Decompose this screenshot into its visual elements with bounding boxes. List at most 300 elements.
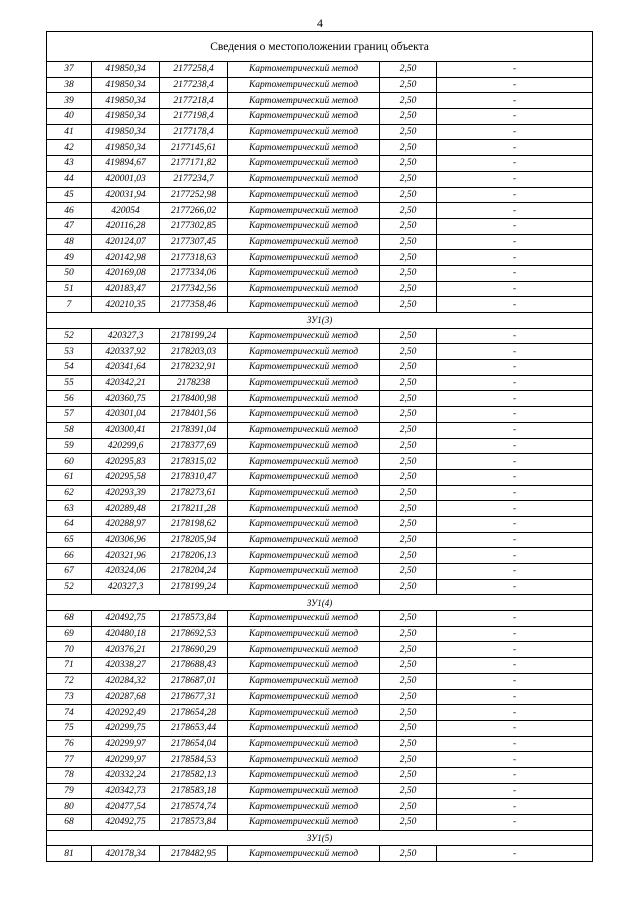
point-number-cell: 45 <box>47 187 92 203</box>
method-cell: Картометрический метод <box>228 454 380 470</box>
accuracy-cell: 2,50 <box>380 799 437 815</box>
description-cell: - <box>437 783 593 799</box>
y-coordinate-cell: 2178206,13 <box>160 548 228 564</box>
description-cell: - <box>437 752 593 768</box>
description-cell: - <box>437 720 593 736</box>
accuracy-cell: 2,50 <box>380 391 437 407</box>
accuracy-cell: 2,50 <box>380 156 437 172</box>
point-number-cell: 42 <box>47 140 92 156</box>
description-cell: - <box>437 203 593 219</box>
accuracy-cell: 2,50 <box>380 124 437 140</box>
accuracy-cell: 2,50 <box>380 532 437 548</box>
table-row <box>47 642 593 658</box>
x-coordinate-cell: 420287,68 <box>92 689 160 705</box>
x-coordinate-cell: 419850,34 <box>92 109 160 125</box>
description-cell: - <box>437 62 593 78</box>
description-cell: - <box>437 611 593 627</box>
x-coordinate-cell: 420054 <box>92 203 160 219</box>
x-coordinate-cell: 420301,04 <box>92 407 160 423</box>
description-cell: - <box>437 454 593 470</box>
y-coordinate-cell: 2177234,7 <box>160 171 228 187</box>
method-cell: Картометрический метод <box>228 297 380 313</box>
x-coordinate-cell: 420178,34 <box>92 846 160 862</box>
accuracy-cell: 2,50 <box>380 642 437 658</box>
method-cell: Картометрический метод <box>228 548 380 564</box>
method-cell: Картометрический метод <box>228 705 380 721</box>
x-coordinate-cell: 420169,08 <box>92 265 160 281</box>
method-cell: Картометрический метод <box>228 407 380 423</box>
description-cell: - <box>437 736 593 752</box>
x-coordinate-cell: 420477,54 <box>92 799 160 815</box>
table-row <box>47 673 593 689</box>
method-cell: Картометрический метод <box>228 124 380 140</box>
x-coordinate-cell: 420376,21 <box>92 642 160 658</box>
point-number-cell: 53 <box>47 344 92 360</box>
x-coordinate-cell: 420001,03 <box>92 171 160 187</box>
point-number-cell: 76 <box>47 736 92 752</box>
point-number-cell: 68 <box>47 815 92 831</box>
table-row <box>47 469 593 485</box>
x-coordinate-cell: 420321,96 <box>92 548 160 564</box>
point-number-cell: 39 <box>47 93 92 109</box>
accuracy-cell: 2,50 <box>380 422 437 438</box>
description-cell: - <box>437 501 593 517</box>
section-label: ЗУ1(3) <box>47 313 593 329</box>
point-number-cell: 74 <box>47 705 92 721</box>
accuracy-cell: 2,50 <box>380 516 437 532</box>
description-cell: - <box>437 485 593 501</box>
method-cell: Картометрический метод <box>228 783 380 799</box>
table-row <box>47 218 593 234</box>
method-cell: Картометрический метод <box>228 720 380 736</box>
description-cell: - <box>437 187 593 203</box>
accuracy-cell: 2,50 <box>380 171 437 187</box>
table-row <box>47 516 593 532</box>
x-coordinate-cell: 420210,35 <box>92 297 160 313</box>
accuracy-cell: 2,50 <box>380 234 437 250</box>
description-cell: - <box>437 297 593 313</box>
accuracy-cell: 2,50 <box>380 658 437 674</box>
method-cell: Картометрический метод <box>228 469 380 485</box>
accuracy-cell: 2,50 <box>380 297 437 313</box>
table-row <box>47 485 593 501</box>
y-coordinate-cell: 2178204,24 <box>160 564 228 580</box>
method-cell: Картометрический метод <box>228 140 380 156</box>
method-cell: Картометрический метод <box>228 203 380 219</box>
method-cell: Картометрический метод <box>228 532 380 548</box>
method-cell: Картометрический метод <box>228 250 380 266</box>
y-coordinate-cell: 2178654,28 <box>160 705 228 721</box>
y-coordinate-cell: 2178653,44 <box>160 720 228 736</box>
section-label: ЗУ1(4) <box>47 595 593 611</box>
method-cell: Картометрический метод <box>228 799 380 815</box>
x-coordinate-cell: 420295,58 <box>92 469 160 485</box>
table-row <box>47 736 593 752</box>
description-cell: - <box>437 281 593 297</box>
accuracy-cell: 2,50 <box>380 109 437 125</box>
point-number-cell: 67 <box>47 564 92 580</box>
method-cell: Картометрический метод <box>228 579 380 595</box>
description-cell: - <box>437 846 593 862</box>
table-row <box>47 62 593 78</box>
y-coordinate-cell: 2178310,47 <box>160 469 228 485</box>
point-number-cell: 70 <box>47 642 92 658</box>
description-cell: - <box>437 140 593 156</box>
table-row <box>47 109 593 125</box>
point-number-cell: 55 <box>47 375 92 391</box>
accuracy-cell: 2,50 <box>380 548 437 564</box>
x-coordinate-cell: 419850,34 <box>92 140 160 156</box>
table-row <box>47 438 593 454</box>
accuracy-cell: 2,50 <box>380 752 437 768</box>
method-cell: Картометрический метод <box>228 93 380 109</box>
method-cell: Картометрический метод <box>228 187 380 203</box>
method-cell: Картометрический метод <box>228 564 380 580</box>
y-coordinate-cell: 2178677,31 <box>160 689 228 705</box>
method-cell: Картометрический метод <box>228 218 380 234</box>
point-number-cell: 37 <box>47 62 92 78</box>
description-cell: - <box>437 391 593 407</box>
table-row <box>47 407 593 423</box>
description-cell: - <box>437 564 593 580</box>
point-number-cell: 77 <box>47 752 92 768</box>
y-coordinate-cell: 2177178,4 <box>160 124 228 140</box>
accuracy-cell: 2,50 <box>380 62 437 78</box>
point-number-cell: 68 <box>47 611 92 627</box>
y-coordinate-cell: 2177342,56 <box>160 281 228 297</box>
description-cell: - <box>437 265 593 281</box>
point-number-cell: 80 <box>47 799 92 815</box>
y-coordinate-cell: 2178391,04 <box>160 422 228 438</box>
table-row <box>47 265 593 281</box>
x-coordinate-cell: 420299,75 <box>92 720 160 736</box>
x-coordinate-cell: 420342,21 <box>92 375 160 391</box>
section-header-row <box>47 595 593 611</box>
x-coordinate-cell: 420299,6 <box>92 438 160 454</box>
point-number-cell: 44 <box>47 171 92 187</box>
accuracy-cell: 2,50 <box>380 689 437 705</box>
accuracy-cell: 2,50 <box>380 783 437 799</box>
y-coordinate-cell: 2177318,63 <box>160 250 228 266</box>
x-coordinate-cell: 420292,49 <box>92 705 160 721</box>
description-cell: - <box>437 328 593 344</box>
section-header-row <box>47 313 593 329</box>
method-cell: Картометрический метод <box>228 736 380 752</box>
description-cell: - <box>437 658 593 674</box>
table-row <box>47 281 593 297</box>
x-coordinate-cell: 419850,34 <box>92 77 160 93</box>
accuracy-cell: 2,50 <box>380 469 437 485</box>
description-cell: - <box>437 579 593 595</box>
table-row <box>47 532 593 548</box>
accuracy-cell: 2,50 <box>380 218 437 234</box>
y-coordinate-cell: 2178203,03 <box>160 344 228 360</box>
method-cell: Картометрический метод <box>228 375 380 391</box>
point-number-cell: 58 <box>47 422 92 438</box>
table-title: Сведения о местоположении границ объекта <box>47 32 593 62</box>
y-coordinate-cell: 2178584,53 <box>160 752 228 768</box>
x-coordinate-cell: 420295,83 <box>92 454 160 470</box>
description-cell: - <box>437 516 593 532</box>
y-coordinate-cell: 2177302,85 <box>160 218 228 234</box>
point-number-cell: 75 <box>47 720 92 736</box>
method-cell: Картометрический метод <box>228 752 380 768</box>
x-coordinate-cell: 420288,97 <box>92 516 160 532</box>
accuracy-cell: 2,50 <box>380 438 437 454</box>
x-coordinate-cell: 419850,34 <box>92 124 160 140</box>
method-cell: Картометрический метод <box>228 501 380 517</box>
method-cell: Картометрический метод <box>228 611 380 627</box>
x-coordinate-cell: 420480,18 <box>92 626 160 642</box>
accuracy-cell: 2,50 <box>380 579 437 595</box>
y-coordinate-cell: 2178690,29 <box>160 642 228 658</box>
y-coordinate-cell: 2177171,82 <box>160 156 228 172</box>
description-cell: - <box>437 93 593 109</box>
x-coordinate-cell: 419850,34 <box>92 93 160 109</box>
y-coordinate-cell: 2177145,61 <box>160 140 228 156</box>
accuracy-cell: 2,50 <box>380 140 437 156</box>
description-cell: - <box>437 375 593 391</box>
accuracy-cell: 2,50 <box>380 454 437 470</box>
point-number-cell: 72 <box>47 673 92 689</box>
y-coordinate-cell: 2177252,98 <box>160 187 228 203</box>
table-row <box>47 767 593 783</box>
y-coordinate-cell: 2177266,02 <box>160 203 228 219</box>
description-cell: - <box>437 234 593 250</box>
point-number-cell: 46 <box>47 203 92 219</box>
y-coordinate-cell: 2177218,4 <box>160 93 228 109</box>
table-row <box>47 187 593 203</box>
point-number-cell: 64 <box>47 516 92 532</box>
table-row <box>47 297 593 313</box>
method-cell: Картометрический метод <box>228 485 380 501</box>
method-cell: Картометрический метод <box>228 422 380 438</box>
x-coordinate-cell: 420031,94 <box>92 187 160 203</box>
x-coordinate-cell: 420342,73 <box>92 783 160 799</box>
x-coordinate-cell: 420306,96 <box>92 532 160 548</box>
accuracy-cell: 2,50 <box>380 736 437 752</box>
accuracy-cell: 2,50 <box>380 203 437 219</box>
point-number-cell: 7 <box>47 297 92 313</box>
method-cell: Картометрический метод <box>228 642 380 658</box>
point-number-cell: 50 <box>47 265 92 281</box>
accuracy-cell: 2,50 <box>380 360 437 376</box>
accuracy-cell: 2,50 <box>380 705 437 721</box>
table-row <box>47 705 593 721</box>
point-number-cell: 65 <box>47 532 92 548</box>
table-row <box>47 611 593 627</box>
x-coordinate-cell: 420142,98 <box>92 250 160 266</box>
description-cell: - <box>437 171 593 187</box>
y-coordinate-cell: 2178232,91 <box>160 360 228 376</box>
x-coordinate-cell: 420327,3 <box>92 579 160 595</box>
point-number-cell: 73 <box>47 689 92 705</box>
accuracy-cell: 2,50 <box>380 626 437 642</box>
y-coordinate-cell: 2178211,28 <box>160 501 228 517</box>
table-row <box>47 156 593 172</box>
description-cell: - <box>437 156 593 172</box>
y-coordinate-cell: 2178688,43 <box>160 658 228 674</box>
table-title-row <box>47 32 593 62</box>
x-coordinate-cell: 420289,48 <box>92 501 160 517</box>
method-cell: Картометрический метод <box>228 767 380 783</box>
method-cell: Картометрический метод <box>228 689 380 705</box>
description-cell: - <box>437 250 593 266</box>
x-coordinate-cell: 420332,24 <box>92 767 160 783</box>
y-coordinate-cell: 2178692,53 <box>160 626 228 642</box>
method-cell: Картометрический метод <box>228 360 380 376</box>
point-number-cell: 81 <box>47 846 92 862</box>
table-row <box>47 548 593 564</box>
point-number-cell: 60 <box>47 454 92 470</box>
table-row <box>47 77 593 93</box>
x-coordinate-cell: 420116,28 <box>92 218 160 234</box>
accuracy-cell: 2,50 <box>380 501 437 517</box>
accuracy-cell: 2,50 <box>380 328 437 344</box>
table-row <box>47 815 593 831</box>
x-coordinate-cell: 420124,07 <box>92 234 160 250</box>
point-number-cell: 41 <box>47 124 92 140</box>
table-row <box>47 564 593 580</box>
description-cell: - <box>437 548 593 564</box>
accuracy-cell: 2,50 <box>380 250 437 266</box>
y-coordinate-cell: 2178198,62 <box>160 516 228 532</box>
x-coordinate-cell: 420338,27 <box>92 658 160 674</box>
accuracy-cell: 2,50 <box>380 77 437 93</box>
y-coordinate-cell: 2178199,24 <box>160 328 228 344</box>
point-number-cell: 56 <box>47 391 92 407</box>
point-number-cell: 52 <box>47 579 92 595</box>
description-cell: - <box>437 407 593 423</box>
y-coordinate-cell: 2177307,45 <box>160 234 228 250</box>
method-cell: Картометрический метод <box>228 516 380 532</box>
y-coordinate-cell: 2178401,56 <box>160 407 228 423</box>
table-row <box>47 124 593 140</box>
table-row <box>47 783 593 799</box>
description-cell: - <box>437 360 593 376</box>
y-coordinate-cell: 2178400,98 <box>160 391 228 407</box>
y-coordinate-cell: 2177334,06 <box>160 265 228 281</box>
accuracy-cell: 2,50 <box>380 846 437 862</box>
accuracy-cell: 2,50 <box>380 815 437 831</box>
y-coordinate-cell: 2177198,4 <box>160 109 228 125</box>
description-cell: - <box>437 705 593 721</box>
method-cell: Картометрический метод <box>228 265 380 281</box>
table-row <box>47 203 593 219</box>
y-coordinate-cell: 2178583,18 <box>160 783 228 799</box>
boundary-coordinates-table <box>46 31 593 862</box>
accuracy-cell: 2,50 <box>380 281 437 297</box>
x-coordinate-cell: 419850,34 <box>92 62 160 78</box>
method-cell: Картометрический метод <box>228 438 380 454</box>
section-label: ЗУ1(5) <box>47 830 593 846</box>
table-row <box>47 501 593 517</box>
table-row <box>47 328 593 344</box>
x-coordinate-cell: 420324,06 <box>92 564 160 580</box>
y-coordinate-cell: 2178273,61 <box>160 485 228 501</box>
table-row <box>47 375 593 391</box>
x-coordinate-cell: 420341,64 <box>92 360 160 376</box>
description-cell: - <box>437 469 593 485</box>
accuracy-cell: 2,50 <box>380 564 437 580</box>
y-coordinate-cell: 2178582,13 <box>160 767 228 783</box>
table-row <box>47 454 593 470</box>
table-row <box>47 626 593 642</box>
x-coordinate-cell: 420293,39 <box>92 485 160 501</box>
description-cell: - <box>437 218 593 234</box>
description-cell: - <box>437 673 593 689</box>
y-coordinate-cell: 2178199,24 <box>160 579 228 595</box>
accuracy-cell: 2,50 <box>380 93 437 109</box>
method-cell: Картометрический метод <box>228 77 380 93</box>
table-row <box>47 752 593 768</box>
description-cell: - <box>437 109 593 125</box>
table-row <box>47 234 593 250</box>
point-number-cell: 52 <box>47 328 92 344</box>
table-row <box>47 391 593 407</box>
point-number-cell: 66 <box>47 548 92 564</box>
table-row <box>47 658 593 674</box>
table-row <box>47 344 593 360</box>
y-coordinate-cell: 2178205,94 <box>160 532 228 548</box>
method-cell: Картометрический метод <box>228 109 380 125</box>
accuracy-cell: 2,50 <box>380 673 437 689</box>
description-cell: - <box>437 815 593 831</box>
accuracy-cell: 2,50 <box>380 720 437 736</box>
page-number: 4 <box>317 16 323 30</box>
method-cell: Картометрический метод <box>228 846 380 862</box>
x-coordinate-cell: 420337,92 <box>92 344 160 360</box>
description-cell: - <box>437 689 593 705</box>
x-coordinate-cell: 420183,47 <box>92 281 160 297</box>
method-cell: Картометрический метод <box>228 328 380 344</box>
point-number-cell: 51 <box>47 281 92 297</box>
table-row <box>47 689 593 705</box>
description-cell: - <box>437 626 593 642</box>
table-row <box>47 171 593 187</box>
x-coordinate-cell: 420300,41 <box>92 422 160 438</box>
section-header-row <box>47 830 593 846</box>
accuracy-cell: 2,50 <box>380 265 437 281</box>
x-coordinate-cell: 420492,75 <box>92 611 160 627</box>
y-coordinate-cell: 2178573,84 <box>160 815 228 831</box>
y-coordinate-cell: 2177238,4 <box>160 77 228 93</box>
y-coordinate-cell: 2178238 <box>160 375 228 391</box>
method-cell: Картометрический метод <box>228 156 380 172</box>
description-cell: - <box>437 422 593 438</box>
accuracy-cell: 2,50 <box>380 187 437 203</box>
point-number-cell: 49 <box>47 250 92 266</box>
x-coordinate-cell: 420360,75 <box>92 391 160 407</box>
method-cell: Картометрический метод <box>228 281 380 297</box>
point-number-cell: 57 <box>47 407 92 423</box>
y-coordinate-cell: 2178482,95 <box>160 846 228 862</box>
x-coordinate-cell: 420492,75 <box>92 815 160 831</box>
point-number-cell: 62 <box>47 485 92 501</box>
description-cell: - <box>437 124 593 140</box>
method-cell: Картометрический метод <box>228 626 380 642</box>
x-coordinate-cell: 420299,97 <box>92 736 160 752</box>
point-number-cell: 59 <box>47 438 92 454</box>
table-row <box>47 846 593 862</box>
method-cell: Картометрический метод <box>228 171 380 187</box>
table-row <box>47 360 593 376</box>
table-row <box>47 422 593 438</box>
accuracy-cell: 2,50 <box>380 375 437 391</box>
point-number-cell: 47 <box>47 218 92 234</box>
point-number-cell: 78 <box>47 767 92 783</box>
point-number-cell: 79 <box>47 783 92 799</box>
